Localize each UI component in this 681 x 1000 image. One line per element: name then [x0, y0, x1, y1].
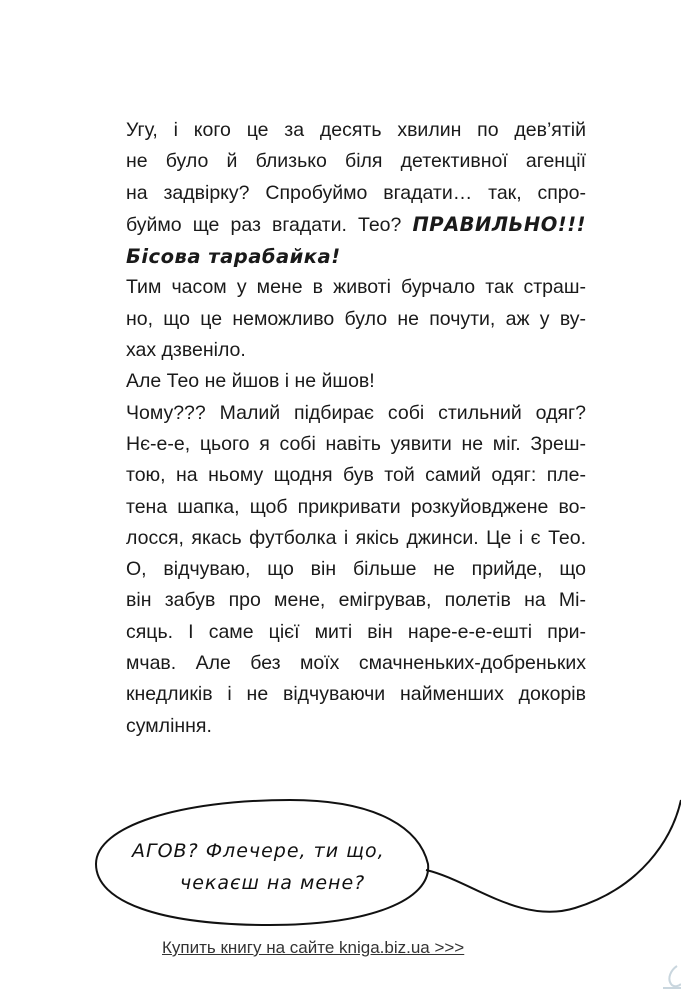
body-text: [126, 115, 586, 742]
speech-bubble-tail: [426, 800, 681, 912]
text-line: Але Тео не йшов і не йшов!: [126, 370, 375, 393]
text-line: Тим часом у мене в животі бурчало так страш-: [126, 276, 586, 299]
text-line: хах дзвеніло.: [126, 339, 246, 362]
corner-decoration-icon: [657, 962, 681, 992]
text-line: Чому??? Малий підбирає собі стильний одяг?: [126, 401, 586, 424]
text-line: на задвірку? Спробуймо вгадати… так, спро-: [126, 181, 586, 204]
speech-bubble-line-2: чекаєш на мене?: [180, 872, 366, 894]
emphasis-text: ПРАВИЛЬНО!!!: [412, 212, 586, 236]
exclamation-line: Бісова тарабайка!: [126, 245, 341, 269]
text-line: тою, на ньому щодня був той самий одяг: пле-: [126, 464, 586, 487]
speech-bubble-line-1: АГОВ? Флечере, ти що,: [132, 840, 385, 862]
text-line: лосся, якась футболка і якісь джинси. Це і є Тео.: [126, 526, 586, 549]
text-line: О, відчуваю, що він більше не прийде, що: [126, 558, 586, 581]
text-line: сумління.: [126, 714, 212, 737]
speech-bubble-outline: [96, 800, 428, 925]
text-line: мчав. Але без моїх смачненьких-добреньких: [126, 652, 586, 675]
text-line: не було й близько біля детективної агенції: [126, 150, 586, 173]
text-line: Угу, і кого це за десять хвилин по дев’ятій: [126, 119, 586, 141]
text-line: Нє-е-е, цього я собі навіть уявити не міг. Зреш-: [126, 432, 586, 455]
text-line: буймо ще раз вгадати. Тео? ПРАВИЛЬНО!!!: [126, 212, 586, 236]
text-line: тена шапка, щоб прикривати розкуйовджене во-: [126, 495, 586, 518]
text-line: сяць. І саме цієї миті він наре-е-е-ешті при-: [126, 620, 586, 643]
text-line: кнедликів і не відчуваючи найменших докорів: [126, 683, 586, 706]
text-line: но, що це неможливо було не почути, аж у ву-: [126, 307, 586, 330]
buy-book-link[interactable]: Купить книгу на сайте kniga.biz.ua >>>: [162, 938, 465, 957]
text-line: він забув про мене, емігрував, полетів на Мі-: [126, 589, 586, 612]
